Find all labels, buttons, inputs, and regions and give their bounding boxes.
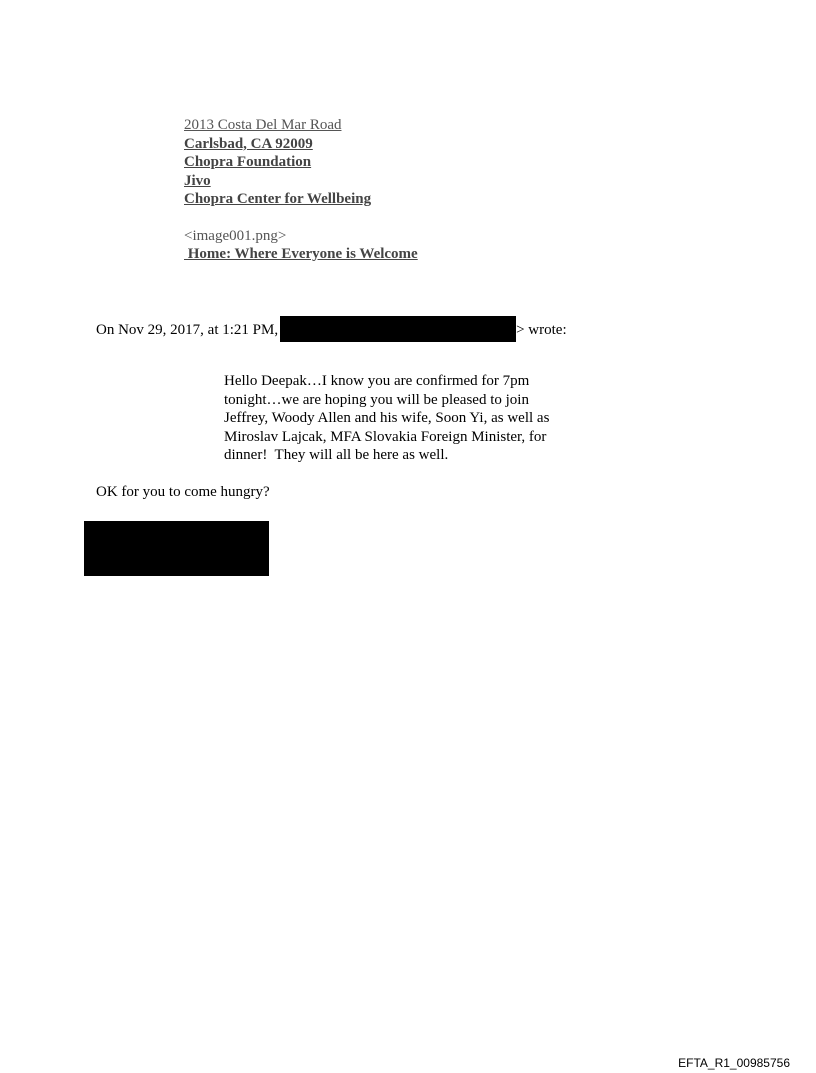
reply-header	[96, 316, 567, 342]
home-link[interactable]: Home: Where Everyone is Welcome	[184, 246, 418, 262]
quoted-line: Jeffrey, Woody Allen and his wife, Soon Yi, as well as	[224, 410, 550, 426]
chopra-foundation-link[interactable]: Chopra Foundation	[184, 154, 312, 170]
quoted-line: dinner! They will all be here as well.	[224, 447, 449, 463]
chopra-center-link[interactable]: Chopra Center for Wellbeing	[184, 191, 372, 207]
followup-text: OK for you to come hungry?	[96, 484, 270, 500]
reply-header-prefix: On Nov 29, 2017, at 1:21 PM,	[96, 322, 279, 338]
spacer	[184, 209, 584, 227]
email-signature	[184, 116, 584, 264]
document-id: EFTA_R1_00985756	[678, 1056, 790, 1070]
address-link[interactable]: 2013 Costa Del Mar Road	[184, 117, 342, 133]
quoted-line: tonight…we are hoping you will be pleased to join	[224, 391, 529, 408]
quoted-line: Miroslav Lajcak, MFA Slovakia Foreign Minister, for	[224, 428, 547, 445]
reply-header-suffix: > wrote:	[516, 322, 567, 338]
sender-redaction	[280, 316, 516, 342]
quoted-line: Hello Deepak…I know you are confirmed for 7pm	[224, 373, 530, 389]
image-attachment-placeholder: <image001.png>	[184, 227, 287, 244]
quoted-message	[224, 372, 584, 465]
city-link[interactable]: Carlsbad, CA 92009	[184, 135, 313, 152]
signature-redaction	[84, 521, 269, 576]
jivo-link[interactable]: Jivo	[184, 172, 211, 189]
